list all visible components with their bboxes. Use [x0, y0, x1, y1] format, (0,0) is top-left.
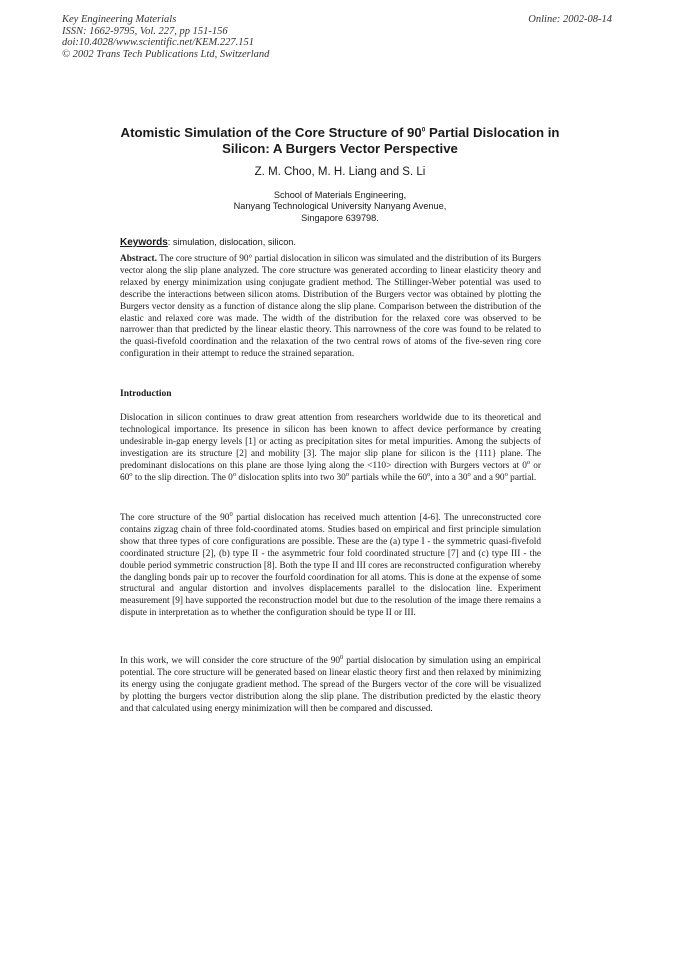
- p1-text-f: , into a 30: [430, 472, 468, 483]
- p1-text-b: or 60: [120, 460, 541, 483]
- p1-text-a: Dislocation in silicon continues to draw great attention from researchers worldwide due to its theoretical and technological importance. Its presence in silicon has been known to affect device performance by creating undesirable in-gap energy levels [1] or acting as precipitation sites for metal impurities. Among the subjects of investigation are its structure [2] and mobility [3]. The major slip plane for silicon is the {111} plane. The predominant dislocations on this plane are those lying along the <110> direction with Burgers vectors at 0: [120, 413, 541, 471]
- copyright-line: © 2002 Trans Tech Publications Ltd, Switzerland: [62, 48, 270, 60]
- introduction-heading: Introduction: [120, 389, 172, 399]
- affiliation-line-2: Nanyang Technological University Nanyang Avenue,: [233, 201, 447, 212]
- title-degree-sup: 0: [421, 126, 426, 134]
- p1-text-h: partial.: [507, 472, 537, 483]
- affiliation-line-3: Singapore 639798.: [301, 212, 379, 223]
- p1-text-e: partials while the 60: [349, 472, 428, 483]
- intro-paragraph-3: [120, 653, 541, 716]
- p1-sup-6: o: [467, 470, 471, 478]
- p1-sup-5: o: [427, 470, 431, 478]
- p2-text-a: The core structure of the 90: [120, 513, 230, 523]
- keywords-label: Keywords: [120, 237, 168, 248]
- journal-header: [62, 14, 269, 60]
- paper-title: [120, 125, 560, 156]
- doi-line: doi:10.4028/www.scientific.net/KEM.227.151: [62, 37, 254, 48]
- journal-name: Key Engineering Materials: [62, 14, 177, 25]
- intro-paragraph-2: [120, 510, 541, 620]
- p3-sup-1: 0: [340, 653, 344, 661]
- keywords: [120, 237, 296, 248]
- abstract-text: The core structure of 90° partial dislocation in silicon was simulated and the distribution of its Burgers vector along the slip plane analyzed. The core structure was generated according to linear elasticity theory and relaxed by energy minimization using conjugate gradient method. The Stillinger-Weber potential was used to describe the interactions between silicon atoms. Distribution of the Burgers vector was obtained by plotting the Burgers vector density as a function of distance along the slip plane. Comparison between the distribution of the elastic and relaxed core was made. The width of the distribution for the relaxed core was observed to be narrower than that predicted by the linear elastic theory. This narrowness of the core was found to be related to the quasi-fivefold coordination and the relaxation of the two central rows of atoms of the five-seven ring core configuration in their attempt to reduce the strained separation.: [120, 254, 541, 360]
- p2-text-b: partial dislocation has received much attention [4-6]. The unreconstructed core contains zigzag chain of three fold-coordinated atoms. Studies based on empirical and first principle simulation show that three types of core configurations are possible. These are the (a) type I - the symmetric quasi-fivefold coordinated structure [2], (b) type II - the asymmetric four fold coordinated structure [7] and (c) type III - the double period symmetric construction [8]. Both the type II and III cores are reconstructed configuration whereby the dangling bonds pair up to recover the fourfold coordination for all atoms. This is done at the expense of some structural and angular distortion and involves displacements parallel to the dislocation line. Experiment measurement [9] have supported the reconstruction model but due to the resolution of the image there remains a dispute in interpretation as to whether the configuration should be type II or III.: [120, 513, 541, 619]
- p2-sup-1: 0: [229, 510, 233, 518]
- title-part2: Partial Dislocation in Silicon: A Burgers Vector Perspective: [222, 125, 560, 156]
- p1-text-g: and a 90: [470, 472, 505, 483]
- p1-sup-2: o: [129, 470, 133, 478]
- p1-sup-3: o: [232, 470, 237, 478]
- affiliation-line-1: School of Materials Engineering,: [273, 190, 407, 200]
- author-list: Z. M. Choo, M. H. Liang and S. Li: [254, 166, 426, 178]
- p1-sup-7: o: [504, 470, 508, 478]
- affiliation: [120, 190, 560, 224]
- p1-text-d: dislocation splits into two 30: [236, 472, 346, 483]
- abstract: [120, 254, 541, 361]
- title-part1: Atomistic Simulation of the Core Structure of 90: [120, 125, 422, 140]
- issn-line: ISSN: 1662-9795, Vol. 227, pp 151-156: [62, 25, 228, 37]
- keywords-text: : simulation, dislocation, silicon.: [167, 237, 296, 247]
- p1-sup-4: o: [345, 470, 350, 478]
- p1-sup-1: o: [526, 458, 531, 466]
- intro-paragraph-1: [120, 413, 541, 484]
- p3-text-a: In this work, we will consider the core structure of the 90: [120, 656, 341, 666]
- online-date: Online: 2002-08-14: [528, 14, 612, 25]
- p1-text-c: to the slip direction. The 0: [132, 472, 233, 483]
- abstract-label: Abstract.: [120, 254, 157, 264]
- p3-text-b: partial dislocation by simulation using an empirical potential. The core structure will be generated based on linear elastic theory first and then relaxed by minimizing its energy using the conjugate gradient method. The spread of the Burgers vector of the core will be visualized by plotting the burgers vector distribution along the slip plane. The distribution predicted by the elastic theory and that calculated using energy minimization will then be compared and discussed.: [120, 656, 541, 714]
